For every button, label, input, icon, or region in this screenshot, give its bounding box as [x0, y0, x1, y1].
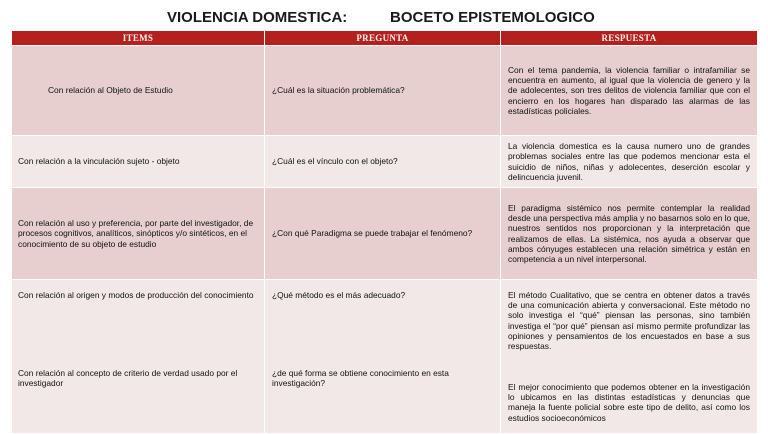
- question-cell: ¿Con qué Paradigma se puede trabajar el fenómeno?: [265, 188, 501, 280]
- epistemological-table: [11, 30, 758, 434]
- title-subject: BOCETO EPISTEMOLOGICO: [390, 9, 595, 26]
- answer-cell: Con el tema pandemia, la violencia familiar o intrafamiliar se encuentra en aumento, al igual que la violencia de genero y la de adolecentes, son tres delitos de violencia familiar que con el encierro en los hogares han disparado las alarmas de las estadísticas policiales.: [501, 46, 758, 136]
- answer-text: El método Cualitativo, que se centra en obtener datos a través de una comunicación abierta y conversacional. Este método no solo investiga el “qué” piensan las personas, sino también investiga el “por qué” piensan así mismo permite profundizar las opiniones y pensamientos de los encuestados en base a sus respuestas.: [508, 290, 750, 352]
- column-header-answer: RESPUESTA: [501, 31, 758, 46]
- table-header-row: [12, 31, 758, 46]
- table-row: [12, 188, 758, 280]
- question-cell: ¿Cuál es el vínculo con el objeto?: [265, 136, 501, 188]
- item-text: Con relación al concepto de criterio de verdad usado por el investigador: [18, 368, 238, 389]
- answer-cell: [501, 280, 758, 434]
- question-text: ¿Qué método es el más adecuado?: [272, 290, 406, 300]
- item-text: Con relación al origen y modos de producción del conocimiento: [18, 290, 254, 300]
- question-cell: [265, 280, 501, 434]
- table-row: [12, 280, 758, 434]
- column-header-question: PREGUNTA: [265, 31, 501, 46]
- answer-cell: El paradigma sistémico nos permite contemplar la realidad desde una perspectiva más amplia y no basarnos solo en lo que, nuestros sentidos nos proporcionan y la interpretación que realizamos de ellas. La sistémica, nos ayuda a observar que ambos cónyuges establecen una relación simétrica y están en competencia a un nivel interpersonal.: [501, 188, 758, 280]
- question-cell: ¿Cuál es la situación problemática?: [265, 46, 501, 136]
- page-title: [0, 6, 768, 28]
- table-row: [12, 136, 758, 188]
- item-cell: Con relación al uso y preferencia, por parte del investigador, de procesos cognitivos, analíticos, sinópticos y/o sintéticos, en el conocimiento de su objeto de estudio: [12, 188, 265, 280]
- answer-text: El mejor conocimiento que podemos obtener en la investigación lo ubicamos en las distintas estadísticas y denuncias que maneja la fuente policial sobre este tipo de delito, así como los estudios socioeconómicos: [508, 382, 750, 423]
- item-cell: Con relación a la vinculación sujeto - objeto: [12, 136, 265, 188]
- question-text: ¿de qué forma se obtiene conocimiento en esta investigación?: [272, 368, 449, 389]
- answer-cell: La violencia domestica es la causa numero uno de grandes problemas sociales entre las que podemos mencionar esta el suicidio de niños, niñas y adolecentes, deserción escolar y delincuencia juvenil.: [501, 136, 758, 188]
- table-row: [12, 46, 758, 136]
- item-cell: Con relación al Objeto de Estudio: [12, 46, 265, 136]
- column-header-items: ITEMS: [12, 31, 265, 46]
- title-topic: VIOLENCIA DOMESTICA:: [167, 9, 348, 26]
- item-cell: [12, 280, 265, 434]
